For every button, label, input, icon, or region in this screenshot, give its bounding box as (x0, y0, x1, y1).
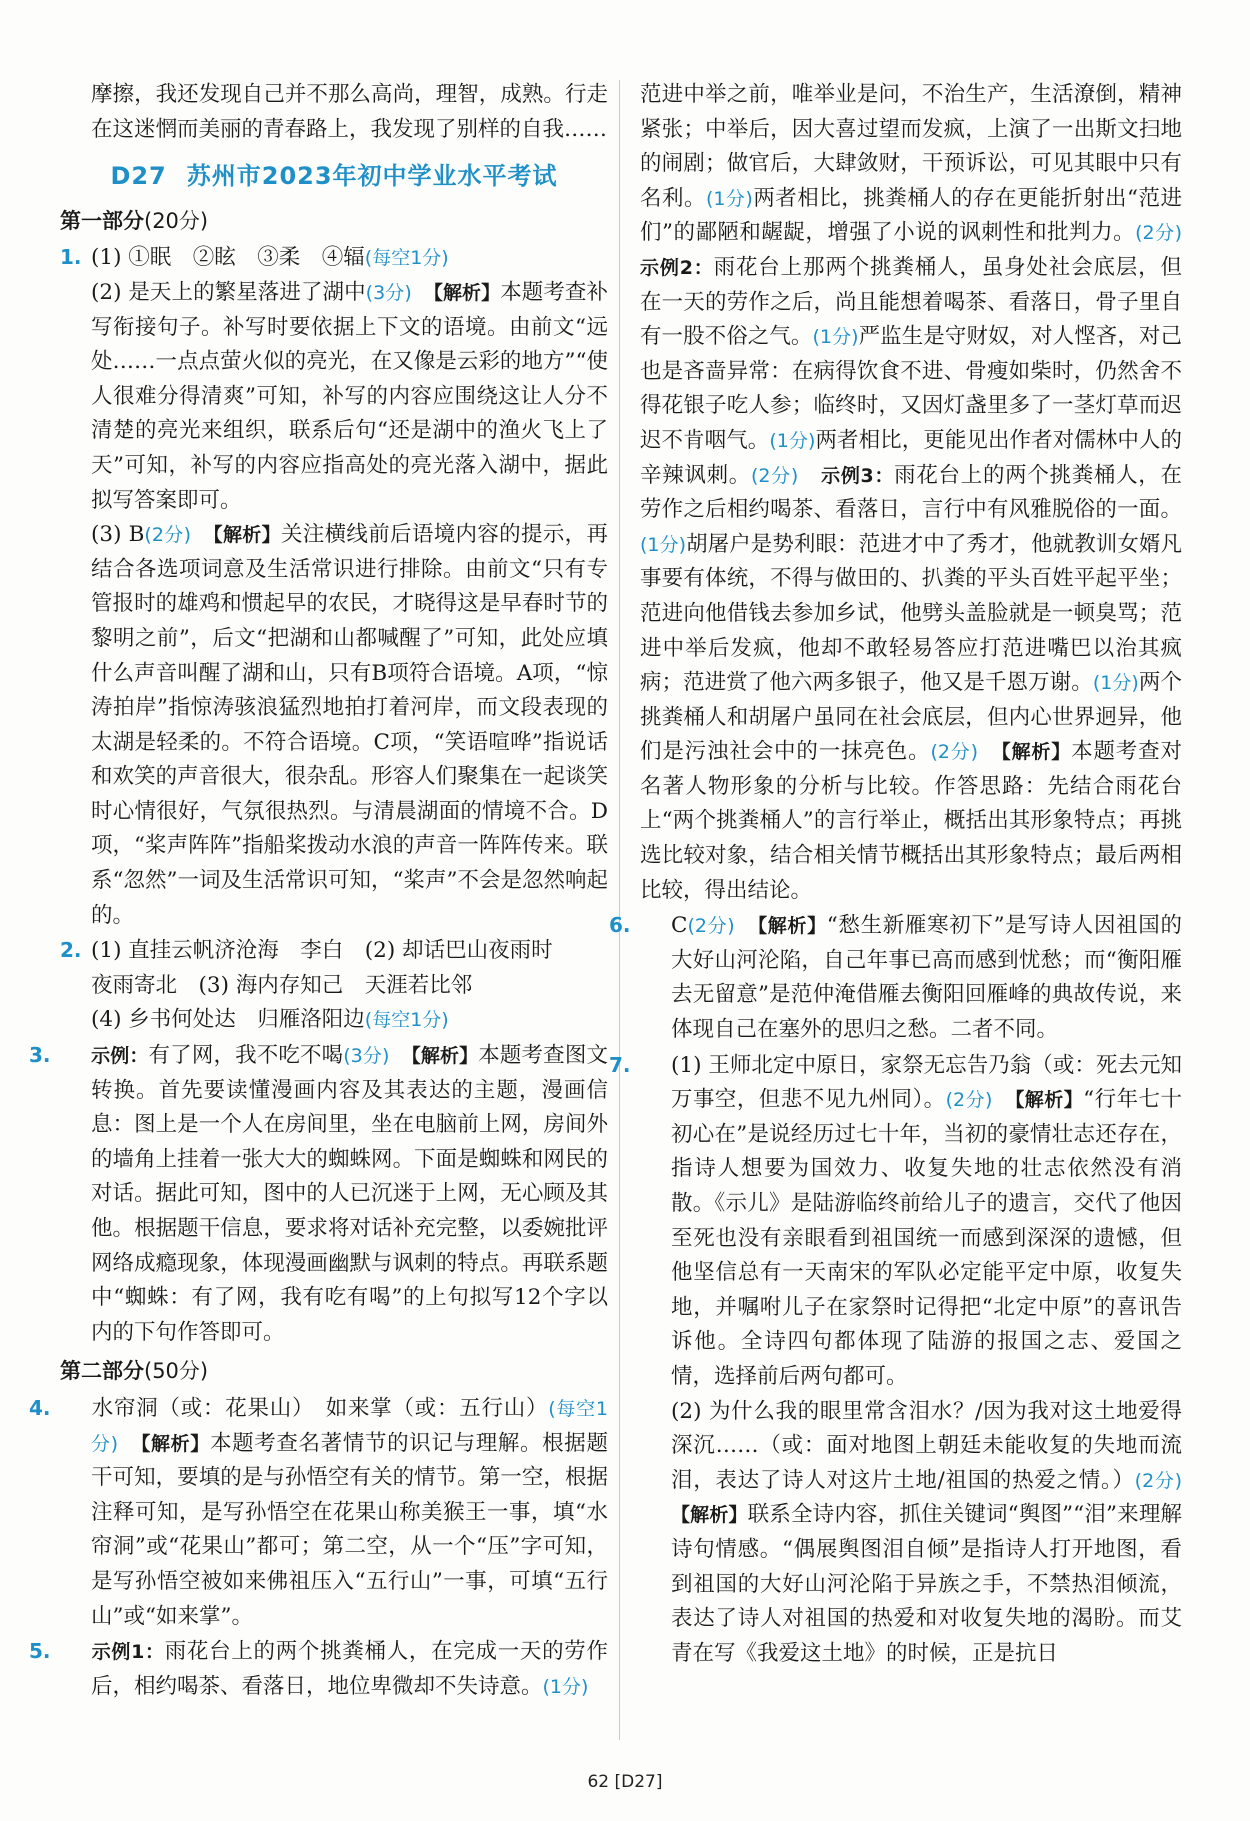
q1-part1 (60, 240, 608, 276)
q1-a3: (3) B (91, 522, 145, 548)
q5-s8: (1分) (1092, 672, 1139, 695)
q7-s2: (2分) (1134, 1469, 1182, 1492)
q1-analysis-tag-2: 【解析】 (213, 524, 281, 547)
q1-a1: (1) ①眠 ②眩 ③柔 ④辐 (91, 245, 365, 271)
q5-t5: 严监生是守财奴，对人悭吝，对己也是吝啬异常：在病得饮食不进、骨瘦如柴时，仍然舍不得花银子吃人参；临终时，又因灯盏里多了一茎灯草而迟迟不肯咽气。 (640, 324, 1182, 453)
q1-a3-explanation: 关注横线前后语境内容的提示，再结合各选项词意及生活常识进行排除。由前文“只有专管报时的雄鸡和惯起早的农民，才晓得这是早春时节的黎明之前”，后文“把湖和山都喊醒了”可知，此处应填什么声音叫醒了湖和山，只有B项符合语境。A项，“惊涛拍岸”指惊涛骇浪猛烈地拍打着河岸，而文段表现的太湖是轻柔的。不符合语境。C项，“笑语喧哗”指说话和欢笑的声音很大，很杂乱。形容人们聚集在一起谈笑时心情很好，气氛很热烈。与清晨湖面的情境不合。D项，“桨声阵阵”指船桨拨动水浪的声音一阵阵传来。联系“忽然”一词及生活常识可知，“桨声”不会是忽然响起的。 (91, 522, 608, 928)
q5-example3-label: 示例3： (821, 464, 895, 487)
q1-a2-score: (3分) (365, 281, 412, 304)
q1-part3 (60, 518, 608, 933)
page-footer (0, 1772, 1250, 1792)
q3-score: (3分) (343, 1045, 390, 1068)
q5-t3: 两者相比，挑粪桶人的存在更能折射出“范进们”的鄙陋和龌龊，增强了小说的讽刺性和批判力。 (640, 185, 1182, 246)
part2-label: 第二部分 (60, 1359, 144, 1384)
q5-s7: (1分) (640, 533, 687, 556)
q7-s1: (2分) (945, 1089, 993, 1112)
q7-a2: (2) 为什么我的眼里常含泪水？/因为我对这土地爱得深沉……（或：面对地图上朝廷未能收复的失地而流泪，表达了诗人对这片土地/祖国的热爱之情。） (671, 1398, 1182, 1493)
q4-analysis-tag: 【解析】 (140, 1432, 210, 1455)
q6-block (609, 908, 1182, 1047)
q5-t8: 胡屠户是势利眼：范进才中了秀才，他就教训女婿凡事要有体统，不得与做田的、扒粪的平头百姓平起平坐；范进向他借钱去参加乡试，他劈头盖脸就是一顿臭骂；范进中举后发疯，他却不敢轻易答应打范进嘴巴以治其疯病；范进赏了他六两多银子，他又是千恩万谢。 (640, 531, 1182, 696)
q4-score: (每空1分) (91, 1397, 608, 1455)
q2-line1 (60, 933, 608, 969)
q4-explanation: 本题考查名著情节的识记与理解。根据题干可知，要填的是与孙悟空有关的情节。第一空，根据注释可知，是写孙悟空在花果山称美猴王一事，填“水帘洞”或“花果山”都可；第二空，从一个“压”字可知，是写孙悟空被如来佛祖压入“五行山”一事，可填“五行山”或“如来掌”。 (91, 1430, 608, 1629)
q7-a1: (1) 王师北定中原日，家祭无忘告乃翁（或：死去元知万事空，但悲不见九州同）。 (671, 1052, 1182, 1113)
page-code: [D27] (614, 1772, 663, 1792)
exam-title (60, 159, 608, 194)
q1-a3-score: (2分) (144, 524, 191, 547)
q5-number: 5. (29, 1639, 51, 1664)
q7-analysis-tag: 【解析】 (1014, 1089, 1084, 1112)
right-column (609, 78, 1182, 1671)
q7-number: 7. (609, 1052, 631, 1077)
part2-heading (60, 1354, 608, 1389)
q2-score: (每空1分) (364, 1009, 449, 1032)
q2-line3 (60, 1003, 608, 1038)
q7-analysis-tag-2: 【解析】 (671, 1504, 748, 1527)
q3-explanation: 本题考查图文转换。首先要读懂漫画内容及其表达的主题，漫画信息：图上是一个人在房间里，坐在电脑前上网，房间外的墙角上挂着一张大大的蜘蛛网。下面是蜘蛛和网民的对话。据此可知，图中的人已沉迷于上网，无心顾及其他。根据题干信息，要求将对话补充完整，以委婉批评网络成瘾现象，体现漫画幽默与讽刺的特点。再联系题中“蜘蛛：有了网，我有吃有喝”的上句拟写12个字以内的下句作答即可。 (91, 1043, 608, 1345)
q3-example-label: 示例： (91, 1045, 149, 1068)
q1-a1-score: (每空1分) (364, 247, 449, 270)
q2-l3: (4) 乡书何处达 归雁洛阳边 (91, 1007, 365, 1033)
q6-analysis-tag: 【解析】 (757, 915, 827, 938)
q4-answer: 水帘洞（或：花果山） 如来掌（或：五行山） (91, 1395, 549, 1421)
exam-code: D27 (110, 162, 167, 191)
q4-number: 4. (29, 1395, 51, 1420)
q5-block-start (29, 1634, 608, 1704)
q3-number: 3. (29, 1043, 51, 1068)
q5-s4: (1分) (812, 326, 859, 349)
q7-part2 (640, 1395, 1182, 1672)
q3-answer: 有了网，我不吃不喝 (148, 1043, 344, 1069)
q5-explanation: 本题考查对名著人物形象的分析与比较。作答思路：先结合雨花台上“两个挑粪桶人”的言行举止，概括出其形象特点；再挑选比较对象，结合相关情节概括出其形象特点；最后两相比较，得出结论。 (640, 739, 1182, 903)
page-number: 62 (587, 1772, 610, 1792)
q4-block (29, 1391, 608, 1634)
exam-name: 苏州市2023年初中学业水平考试 (186, 162, 558, 191)
q7-explanation2: 联系全诗内容，抓住关键词“舆图”“泪”来理解诗句情感。“偶展舆图泪自倾”是指诗人打开地图，看到祖国的大好山河沦陷于异族之手，不禁热泪倾流，表达了诗人对祖国的热爱和对收复失地的渴盼。而艾青在写《我爱这土地》的时候，正是抗日 (671, 1502, 1182, 1666)
q5-example2-label: 示例2： (640, 256, 714, 279)
q1-number: 1. (60, 245, 82, 270)
q5-s3: (2分) (1135, 222, 1182, 245)
q6-score: (2分) (687, 915, 735, 938)
q1-part2 (60, 276, 608, 518)
part2-score: (50分) (144, 1359, 209, 1384)
q3-analysis-tag: 【解析】 (411, 1045, 479, 1068)
q7-explanation1: “行年七十初心在”是说经历过七十年，当初的豪情壮志还存在，指诗人想要为国效力、收复失地的壮志依然没有消散。《示儿》是陆游临终前给儿子的遗言，交代了他因至死也没有亲眼看到祖国统一而感到深深的遗憾，但他坚信总有一天南宋的军队必定能平定中原，收复失地，并嘱咐儿子在家祭时记得把“北定中原”的喜讯告诉他。全诗四句都体现了陆游的报国之志、爱国之情，选择前后两句都可。 (671, 1087, 1182, 1389)
q5-s2: (1分) (705, 187, 753, 210)
q1-a2-explanation: 本题考查补写衔接句子。补写时要依据上下文的语境。由前文“远处……一点点萤火似的亮光，在又像是云彩的地方”“使人很难分得清爽”可知，补写的内容应围绕这让人分不清楚的亮光来组织，联系后句“还是湖中的渔火飞上了天”可知，补写的内容应指高处的亮光落入湖中，据此拟写答案即可。 (91, 279, 608, 513)
part1-score: (20分) (144, 208, 209, 233)
q5-s9: (2分) (930, 741, 979, 764)
q5-example1-label: 示例1： (91, 1641, 165, 1664)
q6-answer: C (671, 913, 688, 939)
q1-analysis-tag: 【解析】 (433, 281, 501, 304)
q5-s6: (2分) (750, 464, 799, 487)
q5-t9: 两个挑粪桶人和胡屠户虽同在社会底层，但内心世界迥异，他们是污浊社会中的一抹亮色。 (640, 670, 1182, 765)
q5-analysis-tag: 【解析】 (1001, 741, 1072, 764)
q5-s1: (1分) (542, 1675, 589, 1698)
q5-t6: 两者相比，更能见出作者对儒林中人的辛辣讽刺。 (640, 427, 1182, 488)
q5-t7: 雨花台上的两个挑粪桶人，在劳作之后相约喝茶、看落日，言行中有风雅脱俗的一面。 (640, 462, 1182, 523)
q5-t2: 范进中举之前，唯举业是问，不治生产，生活潦倒，精神紧张；中举后，因大喜过望而发疯，上演了一出斯文扫地的闹剧；做官后，大肆敛财，干预诉讼，可见其眼中只有名利。 (640, 82, 1182, 211)
left-column (29, 78, 608, 1704)
q5-s5: (1分) (769, 429, 816, 452)
part1-label: 第一部分 (60, 208, 144, 233)
q1-a2: (2) 是天上的繁星落进了湖中 (91, 279, 366, 305)
essay-continuation: 摩擦，我还发现自己并不那么高尚，理智，成熟。行走在这迷惘而美丽的青春路上，我发现了别样的自我…… (91, 82, 608, 142)
q2-line2: 夜雨寄北 (3) 海内存知己 天涯若比邻 (91, 972, 473, 998)
q6-number: 6. (609, 913, 631, 938)
q5-t1: 雨花台上的两个挑粪桶人，在完成一天的劳作后，相约喝茶、看落日，地位卑微却不失诗意。 (91, 1639, 608, 1699)
q3-block (29, 1038, 608, 1350)
part1-heading (60, 204, 608, 239)
q2-number: 2. (60, 938, 82, 963)
q7-part1 (609, 1048, 1182, 1395)
q5-continued (640, 78, 1182, 908)
q6-explanation: “愁生新雁寒初下”是写诗人因祖国的大好山河沦陷，自己年事已高而感到忧愁；而“衡阳雁去无留意”是范仲淹借雁去衡阳回雁峰的典故传说，来体现自己在塞外的思归之愁。二者不同。 (671, 913, 1182, 1043)
q5-t4: 雨花台上那两个挑粪桶人，虽身处社会底层，但在一天的劳作之后，尚且能想着喝茶、看落日，骨子里自有一股不俗之气。 (640, 254, 1182, 350)
q2-l1: (1) 直挂云帆济沧海 李白 (2) 却话巴山夜雨时 (91, 938, 553, 964)
